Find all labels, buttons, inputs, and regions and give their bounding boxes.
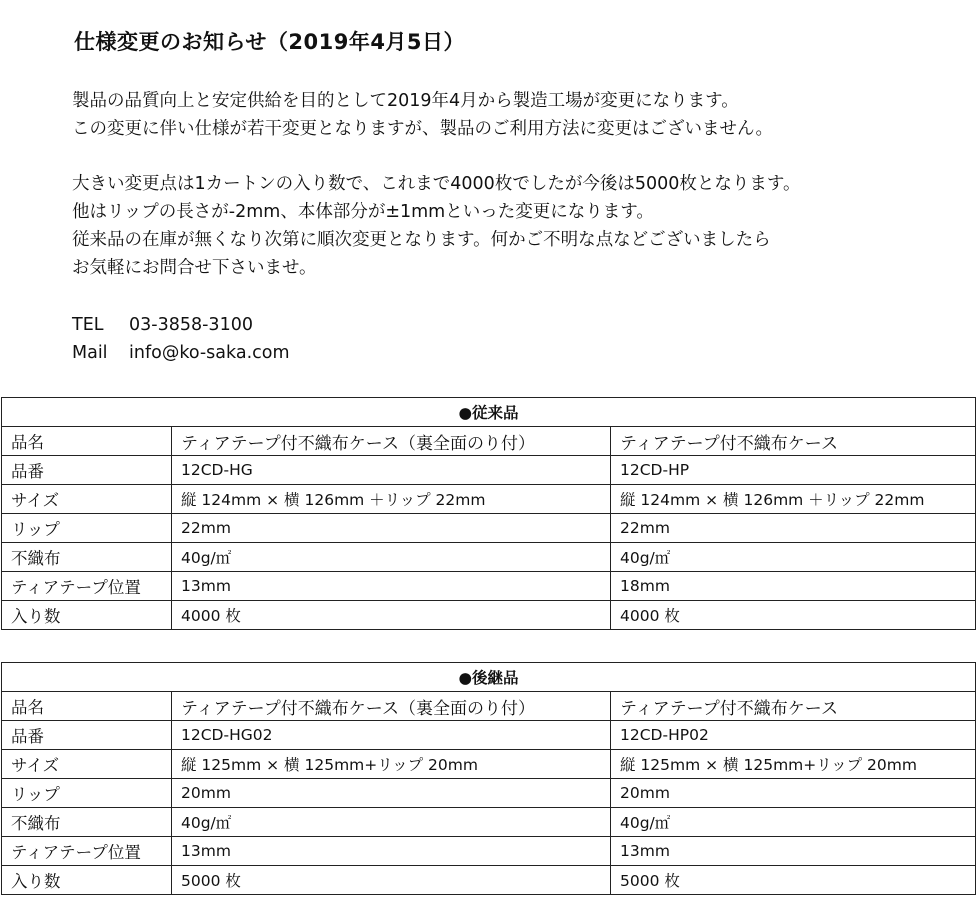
- row-label: ティアテープ位置: [2, 572, 172, 601]
- details-line: 従来品の在庫が無くなり次第に順次変更となります。何かご不明な点などございましたら: [72, 230, 771, 250]
- mail-address: info@ko-saka.com: [129, 343, 290, 363]
- table-row: [2, 779, 976, 808]
- cell-value: ティアテープ付不織布ケース: [611, 692, 976, 721]
- cell-value: 13mm: [172, 837, 611, 866]
- cell-value: 縦 124mm × 横 126mm ＋リップ 22mm: [611, 485, 976, 514]
- spec-table-successor: [1, 662, 976, 895]
- cell-value: 18mm: [611, 572, 976, 601]
- details-line: お気軽にお問合せ下さいませ。: [72, 258, 317, 278]
- cell-value: 縦 124mm × 横 126mm ＋リップ 22mm: [172, 485, 611, 514]
- table-row: [2, 514, 976, 543]
- tel-label: TEL: [72, 315, 104, 335]
- cell-value: 40g/㎡: [172, 543, 611, 572]
- cell-value: 22mm: [172, 514, 611, 543]
- cell-value: 縦 125mm × 横 125mm+リップ 20mm: [172, 750, 611, 779]
- row-label: サイズ: [2, 485, 172, 514]
- details-line: 他はリップの長さが-2mm、本体部分が±1mmといった変更になります。: [72, 202, 654, 222]
- tel-number: 03-3858-3100: [129, 315, 253, 335]
- cell-value: ティアテープ付不織布ケース（裏全面のり付）: [172, 692, 611, 721]
- row-label: 不織布: [2, 808, 172, 837]
- table-row: [2, 572, 976, 601]
- row-label: サイズ: [2, 750, 172, 779]
- table-row: [2, 866, 976, 895]
- row-label: 品名: [2, 692, 172, 721]
- table-row: [2, 427, 976, 456]
- cell-value: 12CD-HP02: [611, 721, 976, 750]
- row-label: 不織布: [2, 543, 172, 572]
- cell-value: 40g/㎡: [611, 543, 976, 572]
- cell-value: 20mm: [172, 779, 611, 808]
- cell-value: 12CD-HP: [611, 456, 976, 485]
- table-row: [2, 456, 976, 485]
- intro-paragraph: [72, 87, 773, 143]
- cell-value: 22mm: [611, 514, 976, 543]
- mail-label: Mail: [72, 343, 108, 363]
- contact-tel-row: [72, 311, 290, 339]
- cell-value: 13mm: [611, 837, 976, 866]
- cell-value: 5000 枚: [611, 866, 976, 895]
- intro-line: 製品の品質向上と安定供給を目的として2019年4月から製造工場が変更になります。: [72, 91, 739, 111]
- cell-value: 縦 125mm × 横 125mm+リップ 20mm: [611, 750, 976, 779]
- row-label: 入り数: [2, 866, 172, 895]
- details-line: 大きい変更点は1カートンの入り数で、これまで4000枚でしたが今後は5000枚となります。: [72, 174, 801, 194]
- row-label: リップ: [2, 514, 172, 543]
- row-label: 品番: [2, 721, 172, 750]
- table-heading: ●従来品: [2, 398, 976, 427]
- cell-value: 40g/㎡: [611, 808, 976, 837]
- cell-value: ティアテープ付不織布ケース: [611, 427, 976, 456]
- table-row: [2, 808, 976, 837]
- cell-value: 12CD-HG02: [172, 721, 611, 750]
- row-label: ティアテープ位置: [2, 837, 172, 866]
- row-label: 品番: [2, 456, 172, 485]
- table-heading-row: [2, 398, 976, 427]
- table-row: [2, 692, 976, 721]
- cell-value: 4000 枚: [611, 601, 976, 630]
- contact-mail-row: [72, 339, 290, 367]
- cell-value: 4000 枚: [172, 601, 611, 630]
- table-row: [2, 543, 976, 572]
- cell-value: 20mm: [611, 779, 976, 808]
- intro-line: この変更に伴い仕様が若干変更となりますが、製品のご利用方法に変更はございません。: [72, 119, 774, 139]
- row-label: 品名: [2, 427, 172, 456]
- table-row: [2, 721, 976, 750]
- table-heading: ●後継品: [2, 663, 976, 692]
- spec-table-previous: [1, 397, 976, 630]
- table-row: [2, 601, 976, 630]
- contact-info: [72, 311, 290, 367]
- table-heading-row: [2, 663, 976, 692]
- cell-value: ティアテープ付不織布ケース（裏全面のり付）: [172, 427, 611, 456]
- table-row: [2, 750, 976, 779]
- table-row: [2, 485, 976, 514]
- table-row: [2, 837, 976, 866]
- page-title: 仕様変更のお知らせ（2019年4月5日）: [74, 30, 466, 54]
- cell-value: 40g/㎡: [172, 808, 611, 837]
- cell-value: 13mm: [172, 572, 611, 601]
- cell-value: 12CD-HG: [172, 456, 611, 485]
- details-paragraph: [72, 170, 800, 282]
- row-label: リップ: [2, 779, 172, 808]
- row-label: 入り数: [2, 601, 172, 630]
- cell-value: 5000 枚: [172, 866, 611, 895]
